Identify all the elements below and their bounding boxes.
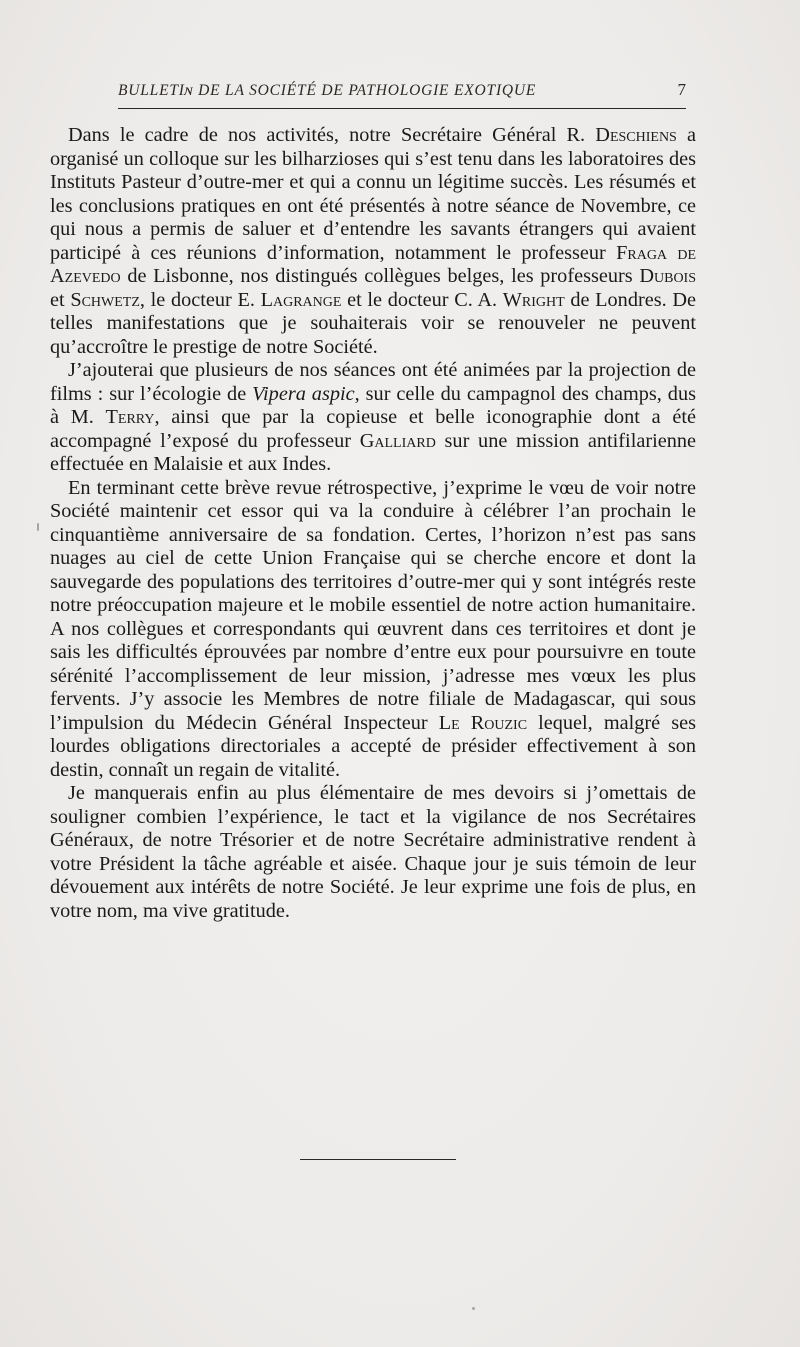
paper-speck: [37, 523, 39, 531]
text-run: Dans le cadre de nos activités, notre Secrétaire Général R.: [68, 124, 596, 146]
article-body: [50, 124, 696, 923]
text-run: lequel, malgré ses lourdes obligations directoriales a accepté de présider effectivement à son destin, connaît un regain de vitalité.: [50, 711, 696, 781]
person-name: Galliard: [359, 429, 436, 452]
text-run: J’ajouterai que plusieurs de nos séances ont été animées par la projection de films : sur l’écologie de: [50, 359, 696, 405]
page-number: 7: [677, 80, 686, 99]
paragraph-gratitude: [50, 782, 696, 923]
text-run: a organisé un colloque sur les bilharzioses qui s’est tenu dans les laboratoires des Instituts Pasteur d’outre-mer et qui a connu un légitime succès. Les résumés et les conclusions pratiques en ont été présentés à notre séance de Novembre, ce qui nous a permis de saluer et d’entendre les savants étrangers qui avaient participé à ces réunions d’information, notamment le professeur: [50, 124, 697, 264]
person-name: Fraga de Azevedo: [50, 241, 696, 287]
text-run: de Lisbonne, nos distingués collègues belges, les professeurs: [120, 265, 640, 287]
text-run: et le docteur C. A.: [341, 288, 503, 311]
journal-title: BULLETIɴ DE LA SOCIÉTÉ DE PATHOLOGIE EXOTIQUE: [118, 82, 537, 99]
person-name: Deschiens: [595, 124, 677, 146]
text-run: En terminant cette brève revue rétrospective, j’exprime le vœu de voir notre Société maintenir cet essor qui va la conduire à célébrer l’an prochain le cinquantième anniversaire de sa fondation. Certes, l’horizon n’est pas sans nuages au ciel de cette Union Française qui se cherche encore et dont la sauvegarde des populations des territoires d’outre-mer qui y sont intégrés reste notre préoccupation majeure et le mobile essentiel de notre action humanitaire. A nos collègues et correspondants qui œuvrent dans ces territoires et dont je sais les difficultés éprouvées par nombre d’entre eux pour poursuivre en toute sérénité l’accomplissement de leur mission, j’adresse mes vœux les plus fervents. J’y associe les Membres de notre filiale de Madagascar, qui sous l’impulsion du Médecin Général Inspecteur: [50, 476, 696, 734]
text-run: sur une mission antifilarienne effectuée en Malaisie et aux Indes.: [50, 429, 697, 475]
person-name: Wright: [502, 288, 565, 311]
text-run: , ainsi que par la copieuse et belle iconographie dont a été accompagné l’exposé du professeur: [50, 406, 696, 452]
person-name: Le Rouzic: [438, 711, 528, 734]
text-run: , sur celle du campagnol des champs, dus à M.: [50, 382, 696, 428]
text-run: et: [50, 288, 71, 311]
paragraph-colloque: [50, 124, 696, 359]
text-run: Je manquerais enfin au plus élémentaire de mes devoirs si j’omettais de souligner combien l’expérience, le tact et la vigilance de nos Secrétaires Généraux, de notre Trésorier et de notre Secrétaire administrative rendent à votre Président la tâche agréable et aisée. Chaque jour je suis témoin de leur dévouement aux intérêts de notre Société. Je leur exprime une fois de plus, en votre nom, ma vive gratitude.: [50, 782, 696, 922]
paper-speck: [472, 1307, 475, 1310]
person-name: Schwetz: [70, 288, 140, 311]
section-end-rule: [300, 1159, 456, 1160]
person-name: Terry: [105, 406, 155, 428]
person-name: Lagrange: [260, 288, 342, 311]
species-name: Vipera aspic: [252, 382, 355, 405]
running-header: [118, 78, 686, 109]
paragraph-films: [50, 359, 696, 477]
person-name: Dubois: [639, 265, 696, 287]
text-run: de Londres. De telles manifestations que je souhaiterais voir se renouveler ne peuvent qu’accroître le prestige de notre Société.: [50, 288, 697, 358]
text-run: , le docteur E.: [139, 288, 261, 311]
paragraph-retrospective: [50, 477, 696, 783]
